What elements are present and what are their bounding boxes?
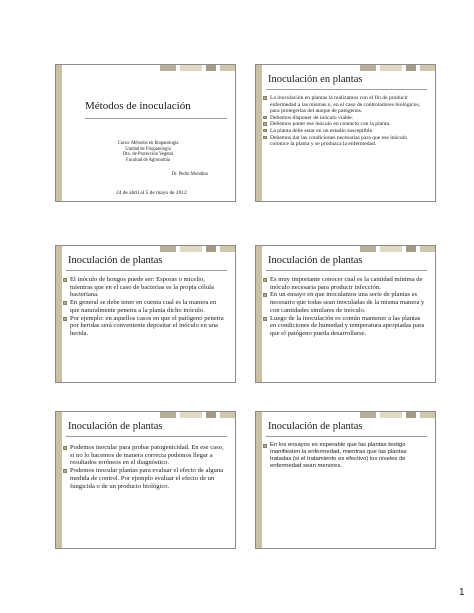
slide-accent-bar — [256, 65, 262, 201]
bullet-icon — [263, 129, 267, 133]
slide-decoration — [406, 246, 416, 252]
slide-decoration — [206, 246, 216, 252]
slide-title: Inoculación en plantas — [268, 74, 363, 85]
presentation-title: Métodos de inoculación — [85, 100, 191, 112]
bullet-list — [263, 276, 427, 338]
slide-decoration — [160, 412, 176, 418]
list-item: Por ejemplo: en aquellos casos en que el patógeno penetra por heridas será conveniente depositar el inóculo en una herida. — [63, 315, 227, 338]
list-item: Luego de la inoculación es común mantener a las plantas en condiciones de humedad y temperatura apropiadas para que el patógeno pueda desarrollarse. — [263, 315, 427, 338]
slide-decoration — [180, 246, 202, 252]
slide-decoration — [380, 246, 402, 252]
slide-accent-bar — [56, 246, 62, 382]
bullet-icon — [263, 122, 267, 126]
bullet-icon — [263, 444, 267, 448]
list-item: La planta debe estar en un estadio susceptible. — [263, 128, 427, 135]
slide-decoration — [180, 65, 202, 71]
slide-decoration — [406, 65, 416, 71]
slide-2 — [255, 64, 436, 202]
bullet-icon — [263, 317, 267, 321]
slide-decoration — [160, 65, 176, 71]
slide-decoration — [220, 412, 236, 418]
slide-decoration — [380, 412, 402, 418]
bullet-icon — [63, 317, 67, 321]
bullet-icon — [263, 136, 267, 140]
slide-decoration — [360, 246, 376, 252]
list-item: En los ensayos es esperable que las plantas testigo manifiesten la enfermedad, mientras que las plantas tratadas (si el tratamiento es efectivo) los niveles de enfermedad sean menores. — [263, 442, 427, 470]
slide-decoration — [420, 65, 436, 71]
bullet-list — [63, 444, 227, 490]
slide-title: Inoculación de plantas — [68, 421, 163, 432]
slide-5 — [55, 411, 236, 549]
list-item: Debemos dar las condiciones necesarias para que ese inóculo colonice la planta y se produzca la enfermedad. — [263, 135, 427, 148]
title-divider — [66, 270, 227, 271]
slide-decoration — [206, 65, 216, 71]
bullet-icon — [63, 446, 67, 450]
slide-decoration — [406, 412, 416, 418]
slide-title: Inoculación de plantas — [268, 255, 363, 266]
course-line: Facultad de Agronomía — [125, 157, 170, 163]
slide-decoration — [380, 65, 402, 71]
list-item: Podemos inocular para probar patogenicidad. En ese caso, si no lo hacemos de manera correcta podemos llegar a resultados erróneos en el diagnóstico. — [63, 444, 227, 467]
bullet-list — [263, 442, 427, 470]
slide-accent-bar — [256, 246, 262, 382]
bullet-icon — [63, 301, 67, 305]
list-item: En general se debe tener en cuenta cual es la manera en que naturalmente penetra a la planta dicho inóculo. — [63, 299, 227, 314]
bullet-icon — [263, 116, 267, 120]
slide-decoration — [220, 65, 236, 71]
date: 24 de abril al 5 de mayo de 2012 — [116, 190, 187, 196]
list-item: Es muy importante conocer cual es la cantidad mínima de inóculo necesaria para producir infección. — [263, 276, 427, 291]
course-line: Dto. de Protección Vegetal — [122, 152, 174, 158]
slide-6 — [255, 411, 436, 549]
bullet-icon — [263, 293, 267, 297]
slide-decoration — [360, 412, 376, 418]
list-item: Podemos inocular plantas para evaluar el efecto de alguna medida de control. Por ejemplo evaluar el efecto de un fungicida o de un producto biológico. — [63, 467, 227, 490]
bullet-icon — [263, 278, 267, 282]
bullet-icon — [63, 469, 67, 473]
slide-decoration — [420, 412, 436, 418]
bullet-list — [263, 95, 427, 148]
slide-accent-bar — [256, 412, 262, 548]
page-number: 1 — [459, 587, 465, 598]
slide-3 — [55, 245, 236, 383]
slide-accent-bar — [56, 65, 62, 201]
slide-decoration — [206, 412, 216, 418]
list-item: Debemos poner ese inóculo en contacto con la planta. — [263, 121, 427, 128]
slide-title: Inoculación de plantas — [268, 421, 363, 432]
bullet-icon — [263, 96, 267, 100]
title-divider — [266, 270, 427, 271]
title-divider — [266, 436, 427, 437]
list-item: En un ensayo en que inoculamos una serie de plantas es necesario que todas sean inoculadas de la misma manera y con cantidades similares de inóculo. — [263, 291, 427, 314]
slide-decoration — [360, 65, 376, 71]
title-divider — [266, 89, 427, 90]
list-item: El inóculo de hongos puede ser: Esporas o micelio, mientras que en el caso de bacterias es la propia célula bacteriana. — [63, 276, 227, 299]
author: Dr. Pedro Mondino — [171, 172, 208, 177]
bullet-icon — [63, 278, 67, 282]
slide-decoration — [180, 412, 202, 418]
course-info — [85, 141, 211, 189]
slide-4 — [255, 245, 436, 383]
slide-decoration — [220, 246, 236, 252]
list-item: Debemos disponer de inóculo viable. — [263, 115, 427, 122]
slide-title: Inoculación de plantas — [68, 255, 163, 266]
slide-1-title — [55, 64, 236, 202]
slide-decoration — [420, 246, 436, 252]
title-divider — [85, 118, 227, 119]
bullet-list — [63, 276, 227, 338]
title-divider — [66, 436, 227, 437]
slide-accent-bar — [56, 412, 62, 548]
list-item: La inoculación en plantas la realizamos con el fin de producir enfermedad a las mismas o, en el caso de controladores biológicos, para protegerlas del ataque de patógenos. — [263, 95, 427, 115]
course-line: Curso: Métodos en fitopatología — [117, 141, 179, 146]
slide-decoration — [160, 246, 176, 252]
course-line: Unidad de Fitopatología — [125, 146, 171, 152]
